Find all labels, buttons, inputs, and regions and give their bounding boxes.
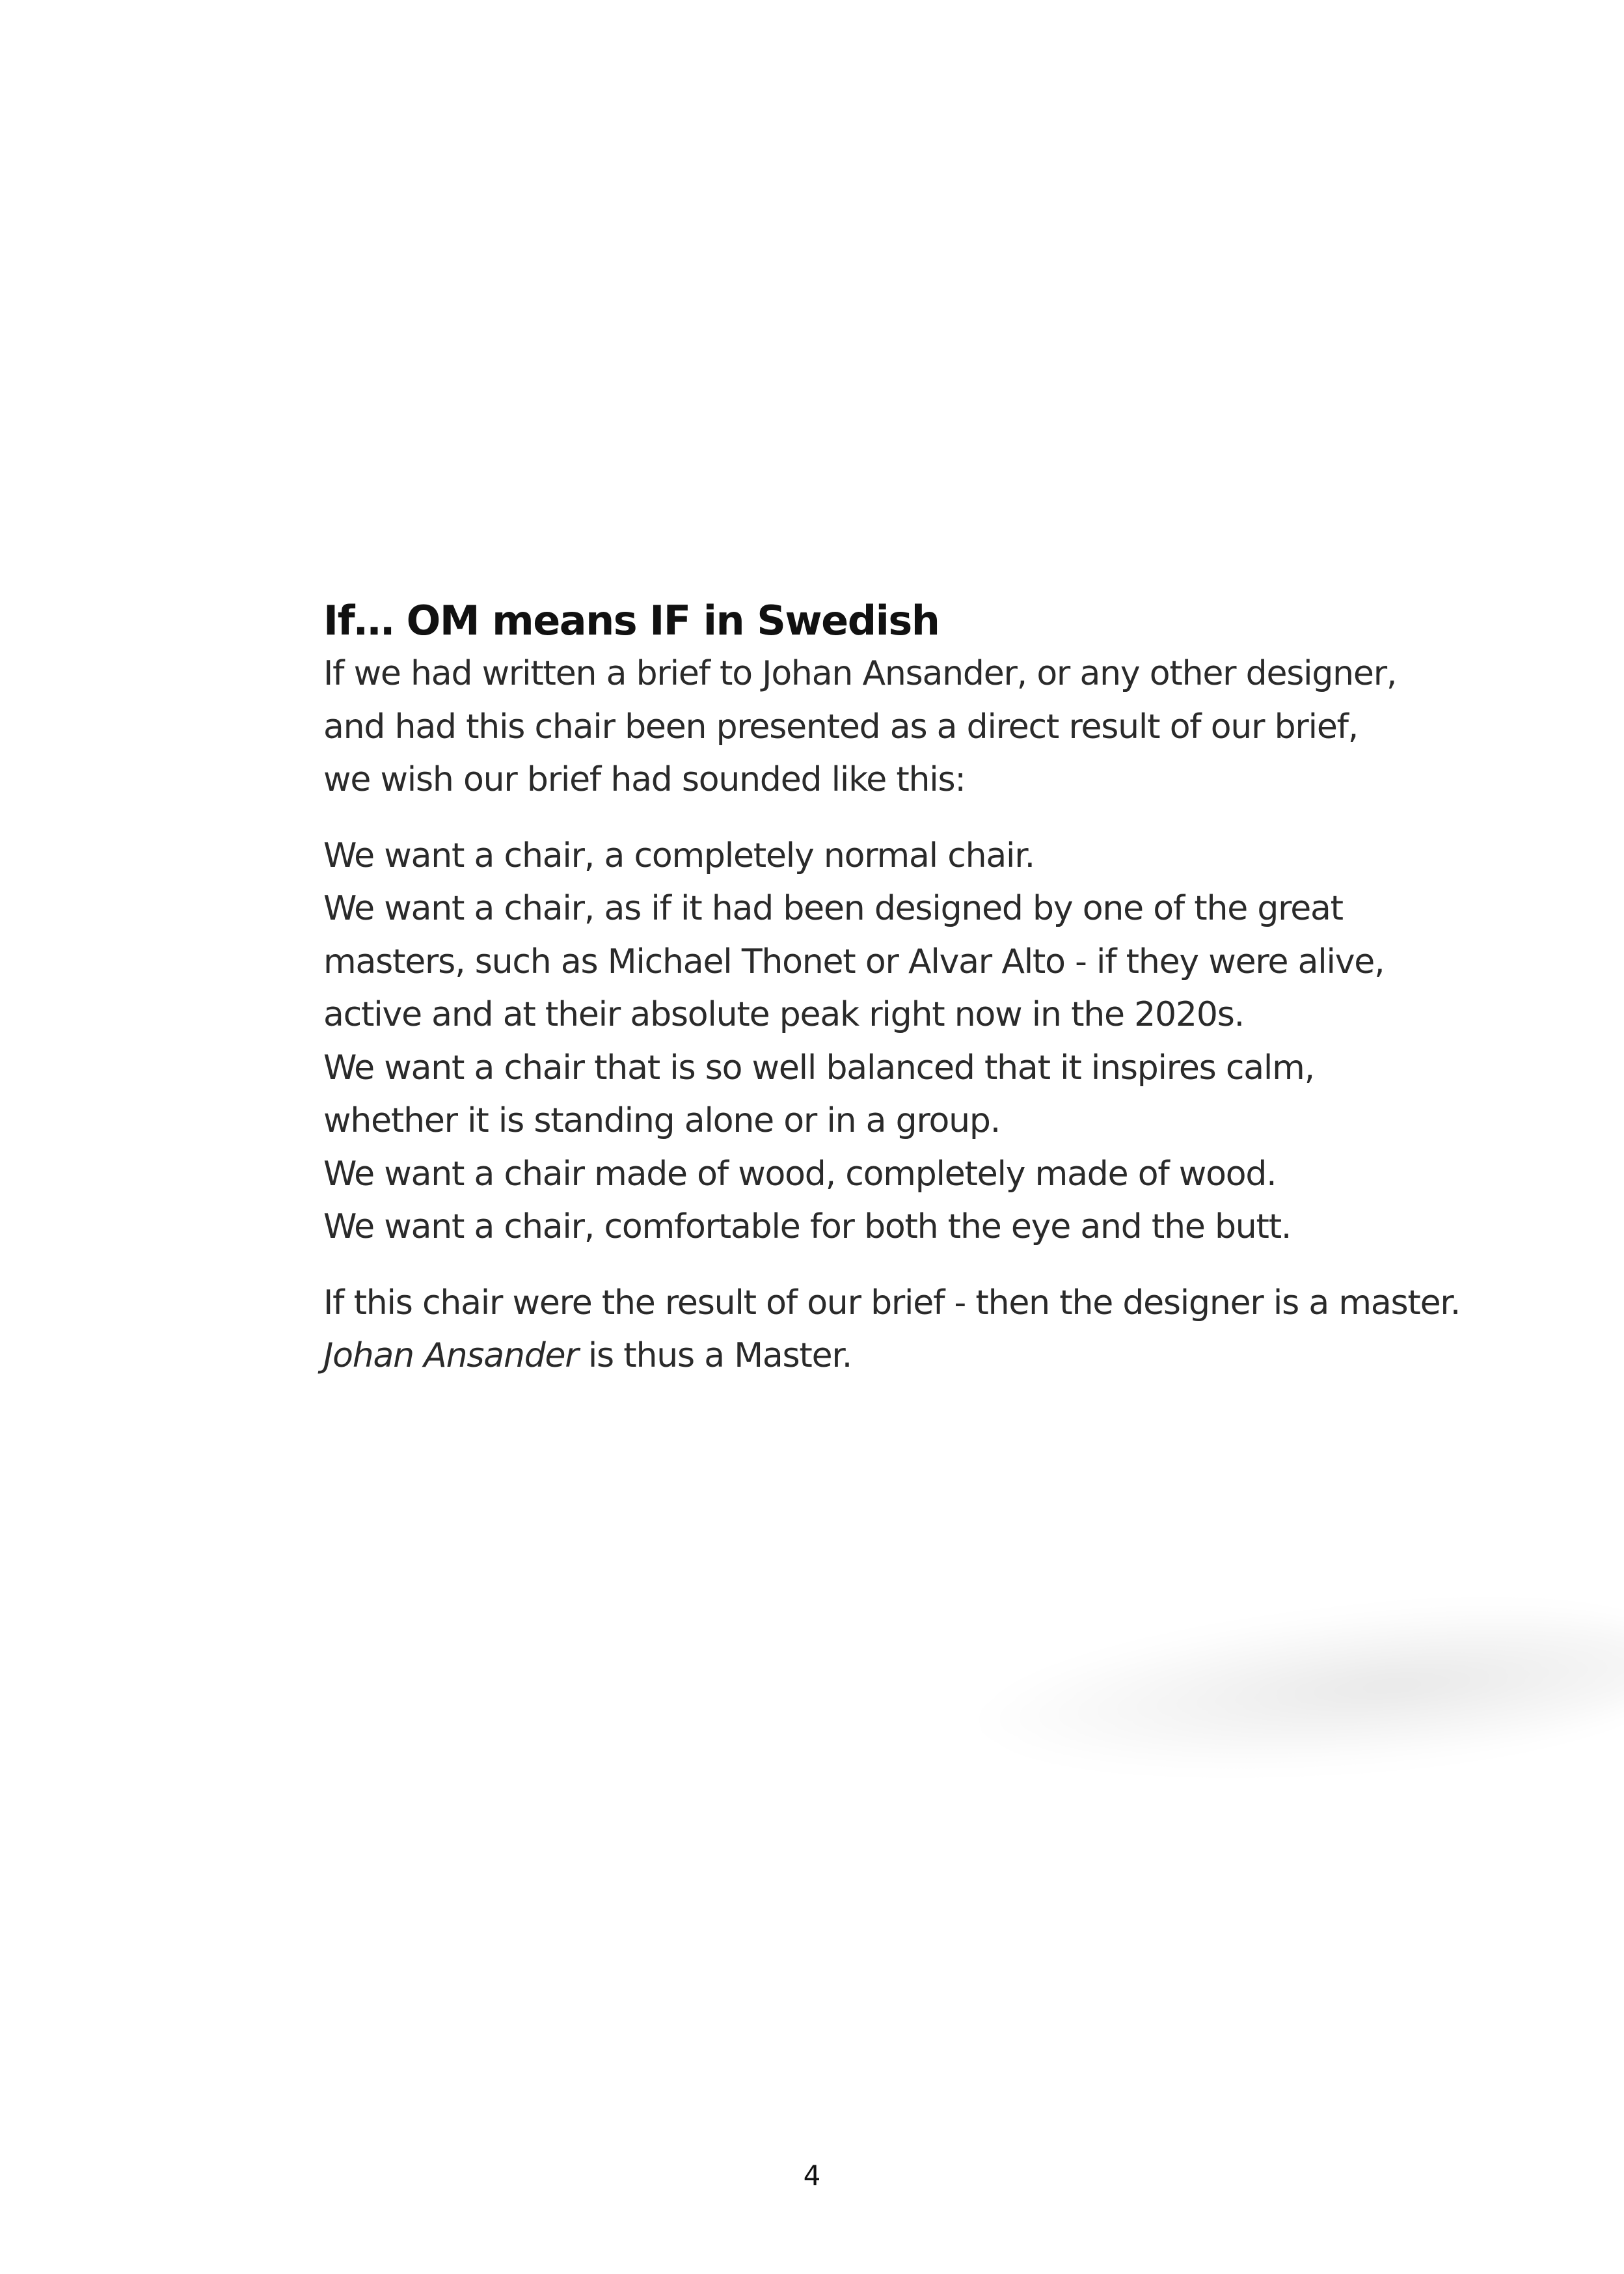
brief-line-7: We want a chair made of wood, completely made of wood. bbox=[323, 1154, 1277, 1194]
intro-line-2: and had this chair been presented as a direct result of our brief, bbox=[323, 707, 1359, 747]
brief-line-2: We want a chair, as if it had been designed by one of the great bbox=[323, 889, 1343, 928]
brief-line-6: whether it is standing alone or in a group. bbox=[323, 1101, 1001, 1140]
intro-line-1: If we had written a brief to Johan Ansander, or any other designer, bbox=[323, 654, 1397, 693]
conclusion-line-2-rest: is thus a Master. bbox=[578, 1336, 852, 1375]
brief-line-3: masters, such as Michael Thonet or Alvar Alto - if they were alive, bbox=[323, 942, 1385, 981]
text-block bbox=[323, 589, 1527, 1383]
conclusion-line-2 bbox=[323, 1330, 1527, 1383]
brief-line-1: We want a chair, a completely normal chair. bbox=[323, 836, 1035, 875]
decorative-shadow bbox=[958, 1583, 1624, 1801]
conclusion-paragraph bbox=[323, 1277, 1527, 1383]
brief-line-8: We want a chair, comfortable for both the eye and the butt. bbox=[323, 1207, 1292, 1246]
brief-line-5: We want a chair that is so well balanced that it inspires calm, bbox=[323, 1048, 1314, 1088]
intro-paragraph bbox=[323, 648, 1527, 807]
intro-line-3: we wish our brief had sounded like this: bbox=[323, 760, 966, 799]
conclusion-line-1: If this chair were the result of our brief - then the designer is a master. bbox=[323, 1283, 1461, 1322]
page-heading: If… OM means IF in Swedish bbox=[323, 597, 940, 644]
page-number: 4 bbox=[803, 2159, 821, 2191]
brief-paragraph bbox=[323, 830, 1527, 1254]
brief-line-4: active and at their absolute peak right now in the 2020s. bbox=[323, 995, 1244, 1034]
designer-name: Johan Ansander bbox=[323, 1336, 578, 1375]
